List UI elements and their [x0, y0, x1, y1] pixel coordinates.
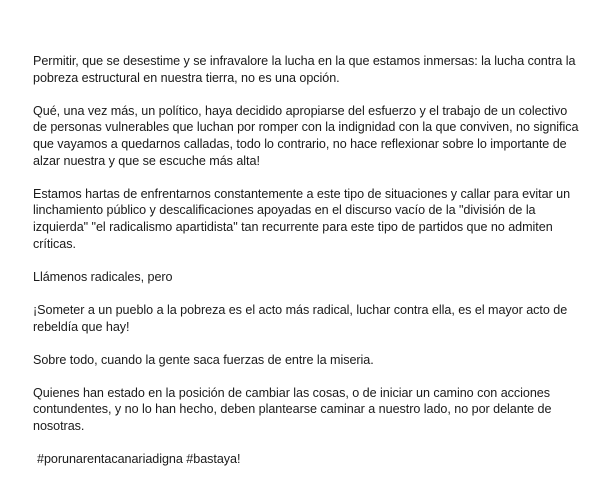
paragraph-call-us-radical: Llámenos radicales, pero	[33, 269, 173, 284]
hashtags-line: #porunarentacanariadigna #bastaya!	[37, 452, 241, 467]
paragraph-misery: Sobre todo, cuando la gente saca fuerzas de entre la miseria.	[33, 352, 374, 367]
document-body	[33, 53, 581, 468]
paragraph-politician: Qué, una vez más, un político, haya decidido apropiarse del esfuerzo y el trabajo de un colectivo de personas vulnerables que luchan por romper con la indignidad con la que conviven, no significa que vayamos a quedarnos calladas, todo lo contrario, no hace reflexionar sobre lo importante de alzar nuestra y que se escuche más alta!	[33, 103, 579, 168]
paragraph-poverty-radical: ¡Someter a un pueblo a la pobreza es el acto más radical, luchar contra ella, es el mayor acto de rebeldía que hay!	[33, 302, 568, 334]
paragraph-fed-up: Estamos hartas de enfrentarnos constantemente a este tipo de situaciones y callar para evitar un linchamiento público y descalificaciones apoyadas en el discurso vacío de la "división de la izquierda" "el radicalismo apartidista" tan recurrente para este tipo de partidos que no admiten críticas.	[33, 186, 571, 251]
paragraph-intro: Permitir, que se desestime y se infravalore la lucha en la que estamos inmersas: la lucha contra la pobreza estructural en nuestra tierra, no es una opción.	[33, 54, 576, 85]
paragraph-walk-beside: Quienes han estado en la posición de cambiar las cosas, o de iniciar un camino con acciones contundentes, y no lo han hecho, deben plantearse caminar a nuestro lado, no por delante de nosotras.	[33, 385, 552, 434]
